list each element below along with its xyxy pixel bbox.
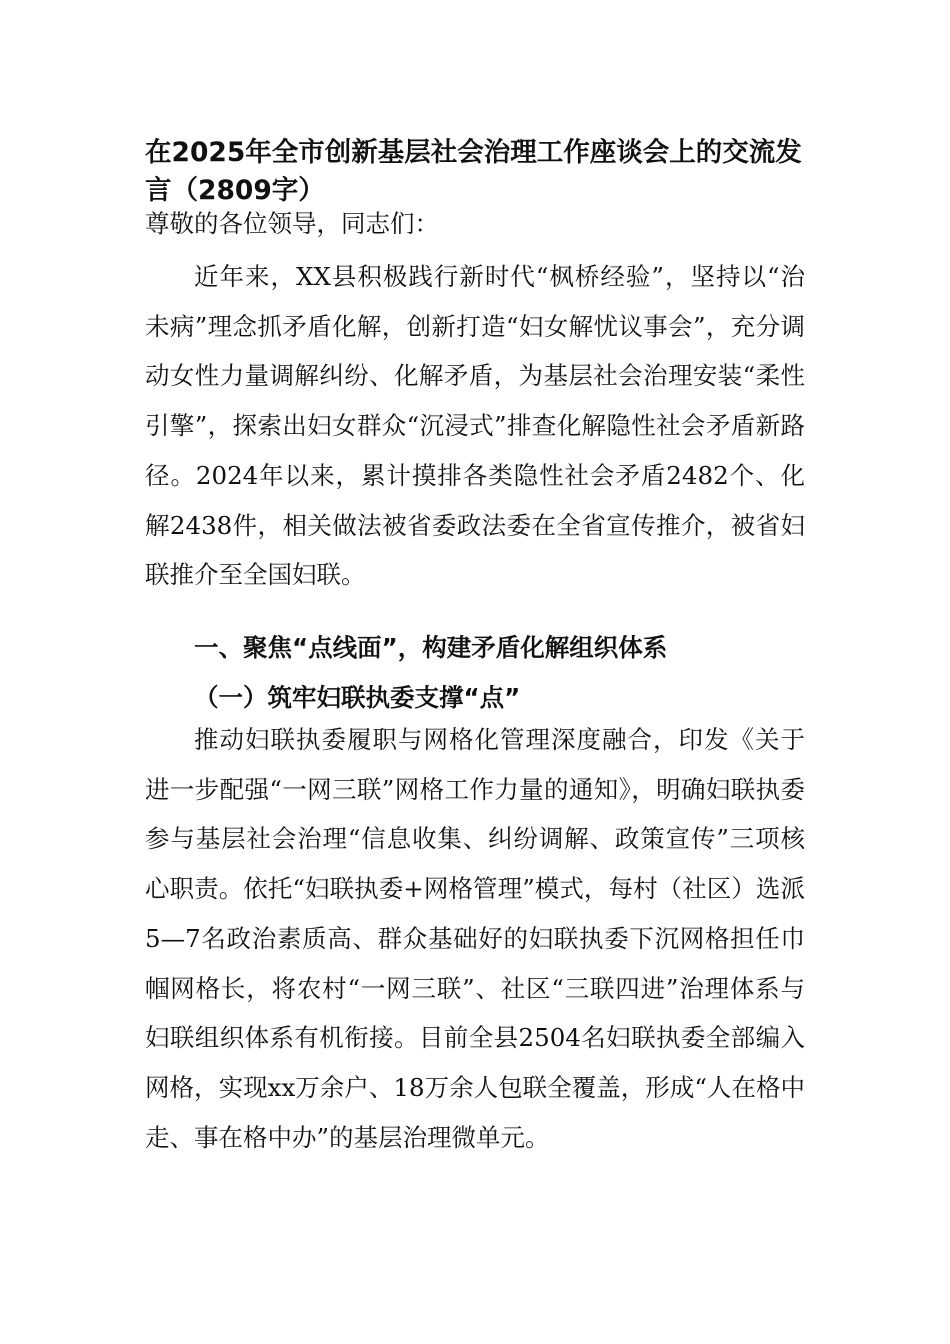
salutation: 尊敬的各位领导，同志们： — [145, 209, 439, 238]
document-title: 在2025年全市创新基层社会治理工作座谈会上的交流发言（2809字） — [145, 137, 802, 206]
subsection-heading: （一）筑牢妇联执委支撑“点” — [194, 683, 521, 712]
section-heading: 一、聚焦“点线面”，构建矛盾化解组织体系 — [194, 633, 668, 662]
body-paragraph: 推动妇联执委履职与网格化管理深度融合，印发《关于进一步配强“一网三联”网格工作力量的通知》，明确妇联执委参与基层社会治理“信息收集、纠纷调解、政策宣传”三项核心职责。依托“妇联执委+网格管理”模式，每村（社区）选派5—7名政治素质高、群众基础好的妇联执委下沉网格担任巾帼网格长，将农村“一网三联”、社区“三联四进”治理体系与妇联组织体系有机衔接。目前全县2504名妇联执委全部编入网格，实现xx万余户、18万余人包联全覆盖，形成“人在格中走、事在格中办”的基层治理微单元。 — [145, 725, 805, 1152]
intro-paragraph: 近年来，XX县积极践行新时代“枫桥经验”，坚持以“治未病”理念抓矛盾化解，创新打造“妇女解忧议事会”，充分调动女性力量调解纠纷、化解矛盾，为基层社会治理安装“柔性引擎”，探索出妇女群众“沉浸式”排查化解隐性社会矛盾新路径。2024年以来，累计摸排各类隐性社会矛盾2482个、化解2438件，相关做法被省委政法委在全省宣传推介，被省妇联推介至全国妇联。 — [145, 262, 805, 590]
